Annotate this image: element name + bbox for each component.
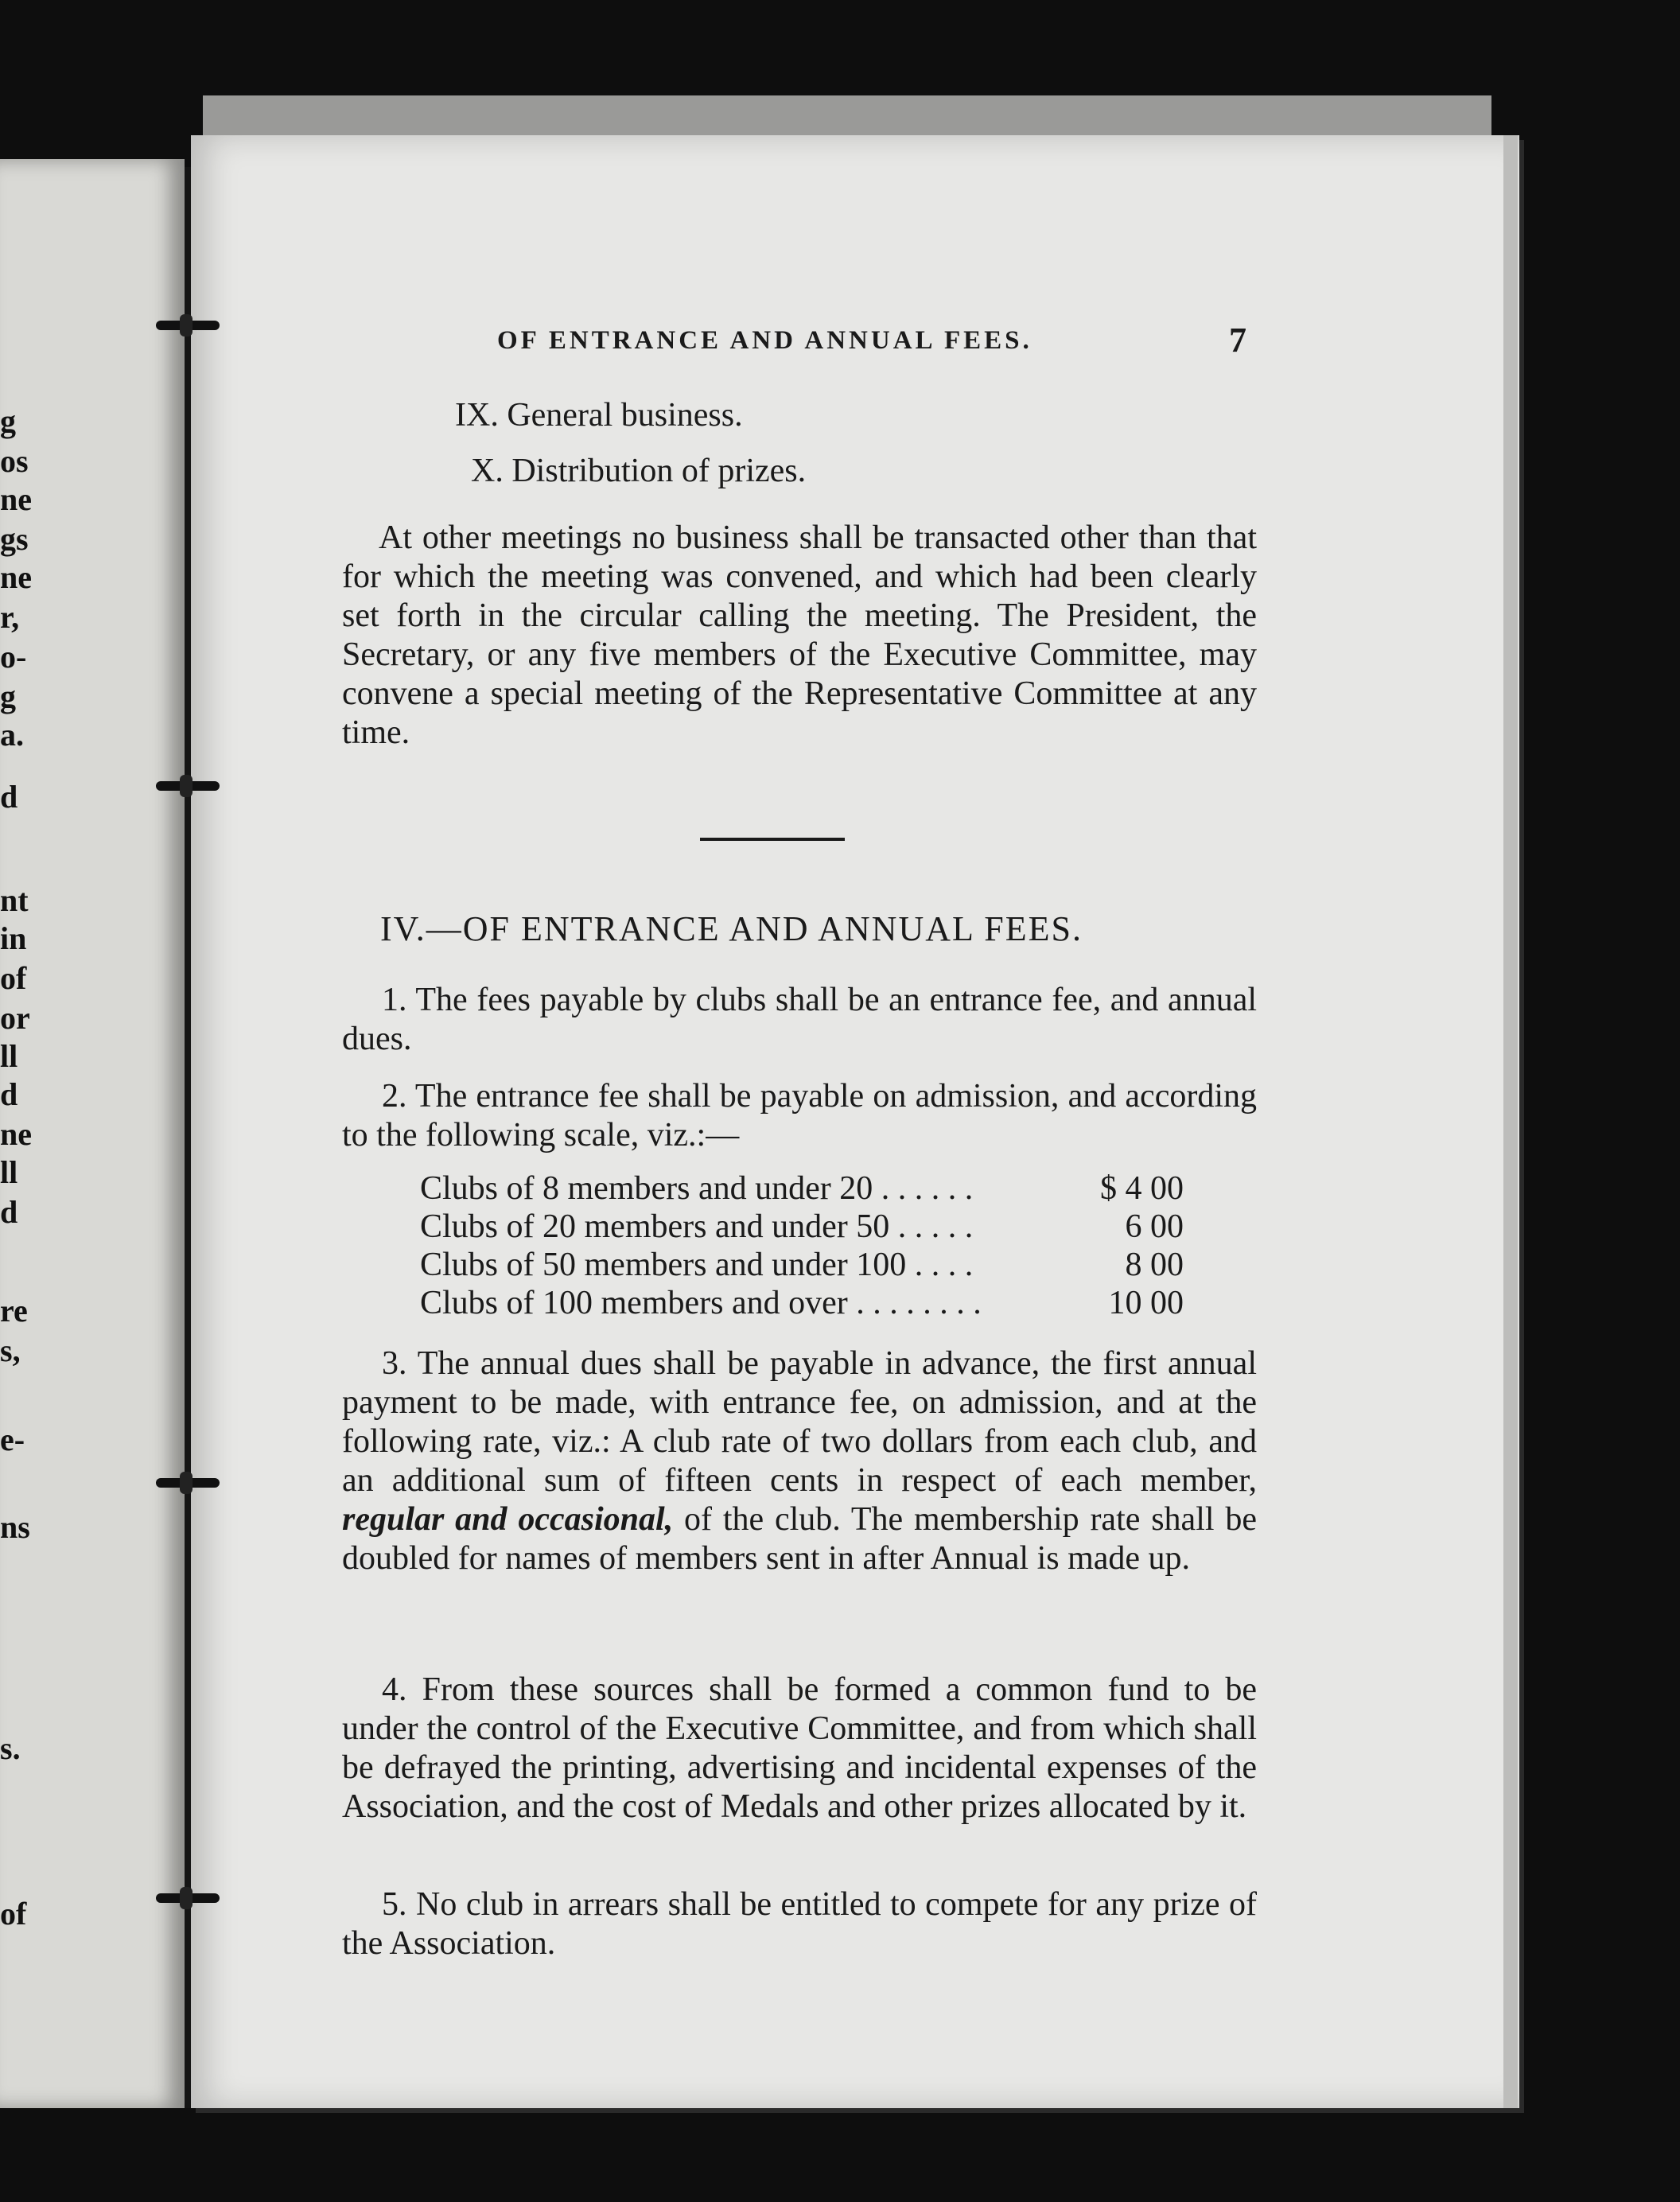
left-page-fragment: o- <box>0 639 27 675</box>
meetings-paragraph: At other meetings no business shall be transacted other than that for which the meeting was convened, and which had been clearly set forth in the circular calling the meeting. The President, the Secretary, or any five members of the Executive Committee, may convene a special meeting of the Representative Committee at any time. <box>342 519 1257 751</box>
left-page-fragment: re <box>0 1293 28 1329</box>
left-page-fragment: ll <box>0 1154 18 1190</box>
left-page-fragment: a. <box>0 717 24 753</box>
running-head: OF ENTRANCE AND ANNUAL FEES. <box>497 326 1032 355</box>
binding-stitch <box>156 321 220 330</box>
agenda-text: Distribution of prizes. <box>511 453 807 489</box>
paragraph-2: 2. The entrance fee shall be payable on admission, and according to the following scale, viz.:— <box>342 1078 1257 1154</box>
binding-stitch <box>156 781 220 791</box>
agenda-text: General business. <box>507 397 743 434</box>
fee-amount: 8 00 <box>1125 1247 1184 1283</box>
left-page-fragment: ll <box>0 1038 18 1074</box>
left-page-fragment: e- <box>0 1422 25 1457</box>
paragraph-3-text-end: of the club. The membership rate shall be doubled for names of members sent in after Annual is made up. <box>342 1501 1257 1577</box>
fee-scale-row <box>420 1208 1215 1247</box>
section-heading: IV.—OF ENTRANCE AND ANNUAL FEES. <box>380 909 1083 948</box>
left-page-fragment: of <box>0 1896 27 1932</box>
agenda-item-x <box>471 452 806 490</box>
left-page-fragment: ne <box>0 481 32 517</box>
paragraph-1: 1. The fees payable by clubs shall be an entrance fee, and annual dues. <box>342 982 1257 1057</box>
fee-scale-row <box>420 1169 1215 1209</box>
agenda-number: X. <box>471 453 504 489</box>
left-page-fragment: g <box>0 679 16 714</box>
agenda-item-ix <box>455 396 743 434</box>
fee-amount: 6 00 <box>1125 1208 1184 1245</box>
left-page-fragment: os <box>0 443 29 479</box>
left-page-fragment: s. <box>0 1730 21 1766</box>
left-page-fragment: g <box>0 403 16 439</box>
gutter <box>185 167 191 2108</box>
fee-scale-row <box>420 1284 1215 1324</box>
left-page-fragment: or <box>0 1000 30 1036</box>
left-page-fragment: nt <box>0 882 29 918</box>
left-page-fragment: d <box>0 1076 18 1112</box>
left-page-fragment: d <box>0 779 18 815</box>
paragraph-3-italic: regular and occasional, <box>342 1501 674 1538</box>
page-edge <box>1503 135 1518 2108</box>
fee-description: Clubs of 8 members and under 20 . . . . . . <box>420 1170 974 1207</box>
fee-description: Clubs of 20 members and under 50 . . . . . <box>420 1208 974 1245</box>
page-number: 7 <box>1229 321 1246 360</box>
paragraph-3 <box>342 1344 1257 1578</box>
fee-scale-row <box>420 1246 1215 1286</box>
fee-description: Clubs of 100 members and over . . . . . . . . <box>420 1285 982 1321</box>
paragraph-3-text: 3. The annual dues shall be payable in advance, the first annual payment to be made, with entrance fee, on admission, and at the following rate, viz.: A club rate of two dollars from each club, and an additional sum of fifteen cents in respect of each member, <box>342 1345 1257 1499</box>
binding-stitch <box>156 1893 220 1903</box>
left-page-fragment: in <box>0 920 27 956</box>
fee-description: Clubs of 50 members and under 100 . . . . <box>420 1247 974 1283</box>
agenda-number: IX. <box>455 397 499 434</box>
left-page-fragment: s, <box>0 1332 21 1368</box>
left-page-fragment: ne <box>0 1116 32 1152</box>
binding-stitch <box>156 1478 220 1488</box>
paragraph-4: 4. From these sources shall be formed a common fund to be under the control of the Executive Committee, and from which shall be defrayed the printing, advertising and incidental expenses of the Association, and the cost of Medals and other prizes allocated by it. <box>342 1671 1257 1825</box>
section-divider <box>700 838 845 841</box>
left-page-fragment: ns <box>0 1509 30 1545</box>
paragraph-5: 5. No club in arrears shall be entitled to compete for any prize of the Association. <box>342 1886 1257 1962</box>
left-page-fragment: gs <box>0 521 29 557</box>
fee-amount: 10 00 <box>1108 1285 1184 1321</box>
left-page-fragment: d <box>0 1194 18 1230</box>
left-page-fragment: of <box>0 960 27 996</box>
fee-amount: $ 4 00 <box>1100 1170 1184 1207</box>
left-page-fragment: r, <box>0 599 20 635</box>
left-page-fragment: ne <box>0 559 32 595</box>
